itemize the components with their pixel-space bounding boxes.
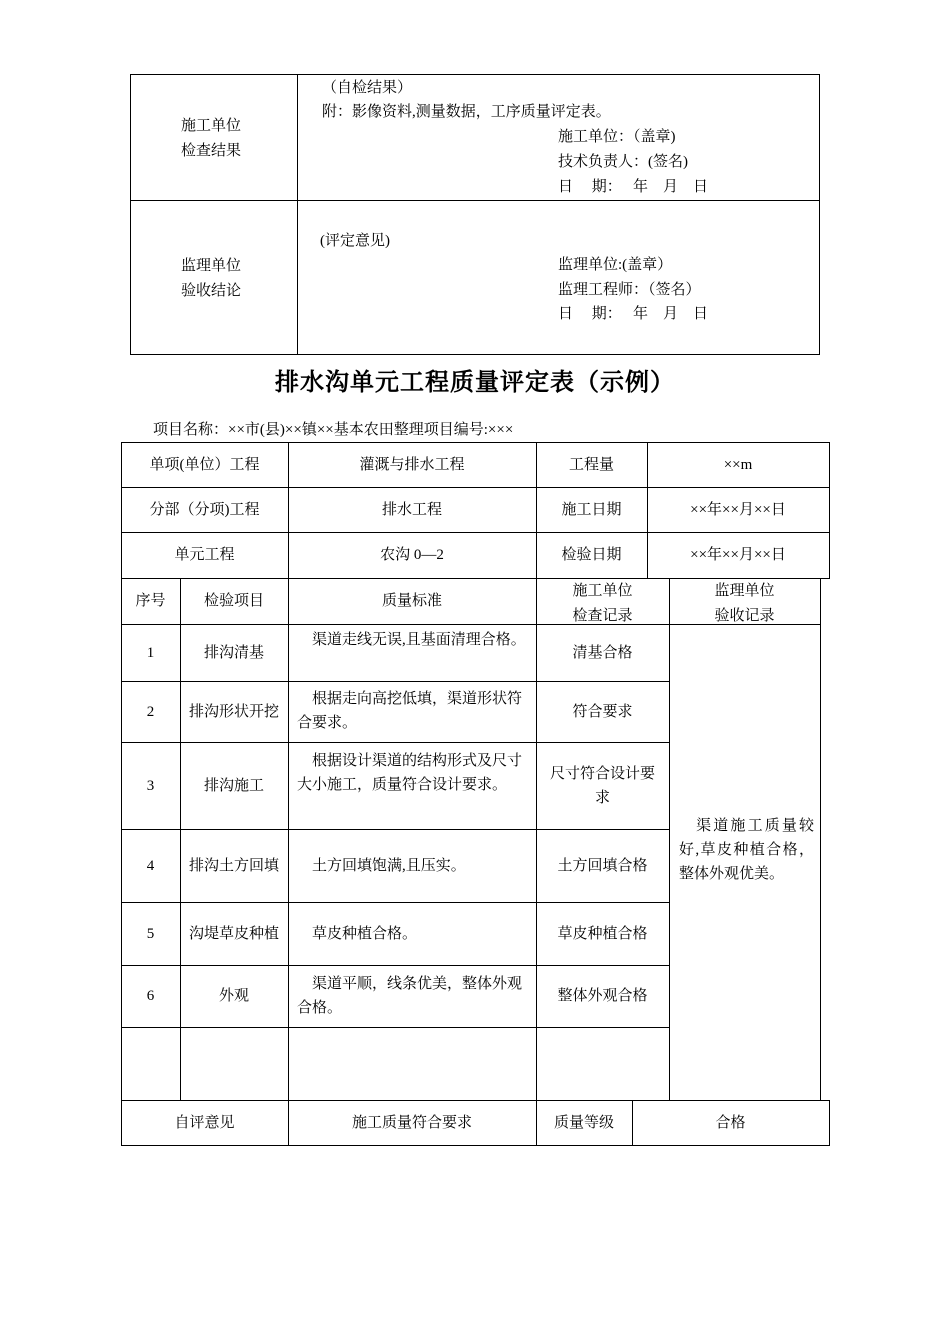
info-value-quantity: ××m [723, 456, 753, 473]
row-5-record: 草皮种植合格 [557, 925, 648, 942]
supervision-engineer-signature: 监理工程师：（签名） [558, 282, 701, 298]
header-supervision-record-2: 验收记录 [714, 608, 775, 624]
row-4-item: 排沟土方回填 [188, 857, 279, 874]
info-value-unit-project: 灌溉与排水工程 [359, 456, 465, 473]
footer-self-value: 施工质量符合要求 [351, 1114, 472, 1131]
footer-self-label: 自评意见 [174, 1114, 235, 1131]
row-2-no: 2 [146, 703, 155, 720]
header-construction-record-1: 施工单位 [572, 583, 633, 599]
project-line: 项目名称：××市(县)××镇××基本农田整理项目编号:××× [153, 422, 514, 438]
row-1-item: 排沟清基 [203, 644, 264, 661]
page-title: 排水沟单元工程质量评定表（示例） [275, 368, 675, 396]
self-check-heading: （自检结果） [322, 80, 413, 96]
footer-grade-value: 合格 [715, 1114, 746, 1131]
row-3-record: 尺寸符合设计要求 [549, 765, 655, 806]
supervision-label-2: 验收结论 [181, 283, 242, 299]
info-label-unit-work: 单元工程 [174, 547, 235, 563]
row-3-no: 3 [146, 777, 155, 794]
info-value-division: 排水工程 [381, 501, 442, 518]
row-4-no: 4 [146, 857, 155, 874]
tech-lead-signature: 技术负责人：(签名) [558, 154, 688, 170]
info-label-division: 分部（分项)工程 [149, 501, 260, 518]
row-3-standard: 根据设计渠道的结构形式及尺寸大小施工，质量符合设计要求。 [297, 753, 523, 793]
row-6-standard: 渠道平顺，线条优美，整体外观合格。 [297, 976, 523, 1016]
info-value-inspection-date: ××年××月××日 [690, 547, 786, 563]
attachment-note: 附：影像资料,测量数据，工序质量评定表。 [322, 104, 611, 120]
construction-label-2: 检查结果 [181, 143, 242, 159]
row-6-item: 外观 [218, 988, 249, 1004]
header-supervision-record [669, 578, 820, 624]
supervision-label-1: 监理单位 [181, 258, 242, 274]
row-6-no: 6 [146, 988, 155, 1004]
info-label-unit-project: 单项(单位）工程 [149, 456, 260, 473]
header-no: 序号 [135, 593, 166, 609]
row-5-item: 沟堤草皮种植 [188, 925, 279, 942]
row-6-record: 整体外观合格 [557, 988, 648, 1004]
header-supervision-record-1: 监理单位 [714, 583, 775, 599]
row-2-record: 符合要求 [572, 703, 633, 720]
row-1-record: 清基合格 [572, 644, 633, 661]
info-label-quantity: 工程量 [568, 456, 614, 473]
supervision-record: 渠道施工质量较好,草皮种植合格，整体外观优美。 [679, 818, 814, 882]
construction-label-1: 施工单位 [181, 118, 242, 134]
info-value-unit-work: 农沟 0—2 [380, 547, 444, 563]
construction-unit-stamp: 施工单位：（盖章) [558, 129, 676, 145]
row-4-standard: 土方回填饱满,且压实。 [297, 858, 466, 874]
header-construction-record-2: 检查记录 [572, 608, 633, 624]
row-4-record: 土方回填合格 [557, 857, 648, 874]
row-5-standard: 草皮种植合格。 [297, 926, 418, 942]
info-label-construction-date: 施工日期 [561, 501, 622, 518]
supervision-date: 日 期： 年 月 日 [558, 306, 709, 322]
row-5-no: 5 [146, 925, 155, 942]
row-3-item: 排沟施工 [203, 777, 264, 794]
evaluation-heading: (评定意见) [320, 233, 390, 249]
row-2-item: 排沟形状开挖 [188, 703, 279, 720]
row-2-standard: 根据走向高挖低填，渠道形状符合要求。 [297, 691, 523, 731]
row-1-standard: 渠道走线无误,且基面清理合格。 [297, 632, 526, 648]
footer-grade-label: 质量等级 [553, 1114, 614, 1131]
info-value-construction-date: ××年××月××日 [690, 501, 786, 518]
supervision-unit-stamp: 监理单位:(盖章） [558, 257, 673, 273]
header-construction-record [536, 578, 669, 624]
info-label-inspection-date: 检验日期 [561, 547, 622, 563]
header-item: 检验项目 [203, 593, 264, 609]
construction-date: 日 期： 年 月 日 [558, 179, 709, 195]
header-standard: 质量标准 [381, 593, 442, 609]
row-1-no: 1 [146, 644, 155, 661]
